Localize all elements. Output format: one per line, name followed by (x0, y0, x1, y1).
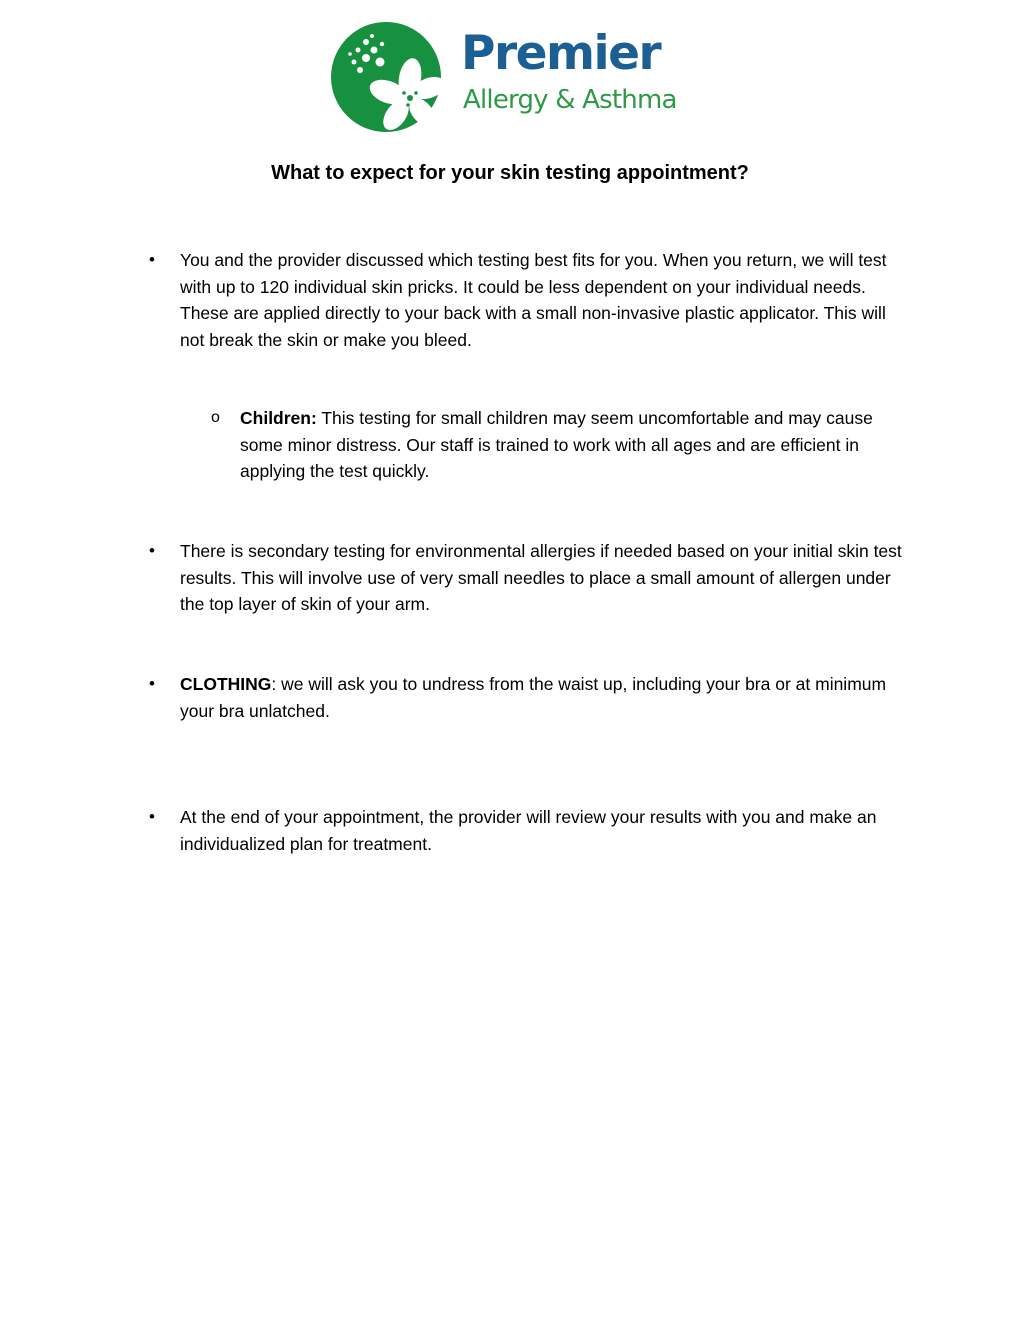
flower-emblem-icon (330, 20, 450, 135)
logo-name: Premier (461, 26, 661, 81)
item-lead: CLOTHING (180, 674, 272, 694)
premier-allergy-logo (330, 20, 690, 135)
bullet: • (149, 541, 155, 560)
bullet: • (149, 807, 155, 826)
item-text: You and the provider discussed which testing best fits for you. When you return, we will test with up to 120 individual skin pricks. It could be less dependent on your individual needs. These are applied directly to your back with a small non-invasive plastic applicator. This will not break the skin or make you bleed. (180, 250, 887, 350)
item-lead: Children: (240, 408, 317, 428)
item-text: : we will ask you to undress from the waist up, including your bra or at minimum your bra unlatched. (180, 674, 887, 721)
page-title: What to expect for your skin testing appointment? (271, 162, 749, 184)
bullet: • (149, 674, 155, 693)
list-item (149, 671, 910, 724)
list-item (149, 538, 910, 618)
item-text: This testing for small children may seem uncomfortable and may cause some minor distress. Our staff is trained to work with all ages and are efficient in applying the test quickly. (240, 408, 873, 481)
item-text: There is secondary testing for environmental allergies if needed based on your initial skin test results. This will involve use of very small needles to place a small amount of allergen under the top layer of skin of your arm. (180, 541, 902, 614)
sub-bullet: o (211, 409, 220, 426)
logo-subtitle: Allergy & Asthma (463, 85, 677, 115)
item-text: At the end of your appointment, the provider will review your results with you and make an individualized plan for treatment. (180, 807, 877, 854)
sub-list-item (211, 405, 910, 485)
list-item (149, 804, 910, 857)
list-item (149, 247, 910, 353)
bullet: • (149, 250, 155, 269)
